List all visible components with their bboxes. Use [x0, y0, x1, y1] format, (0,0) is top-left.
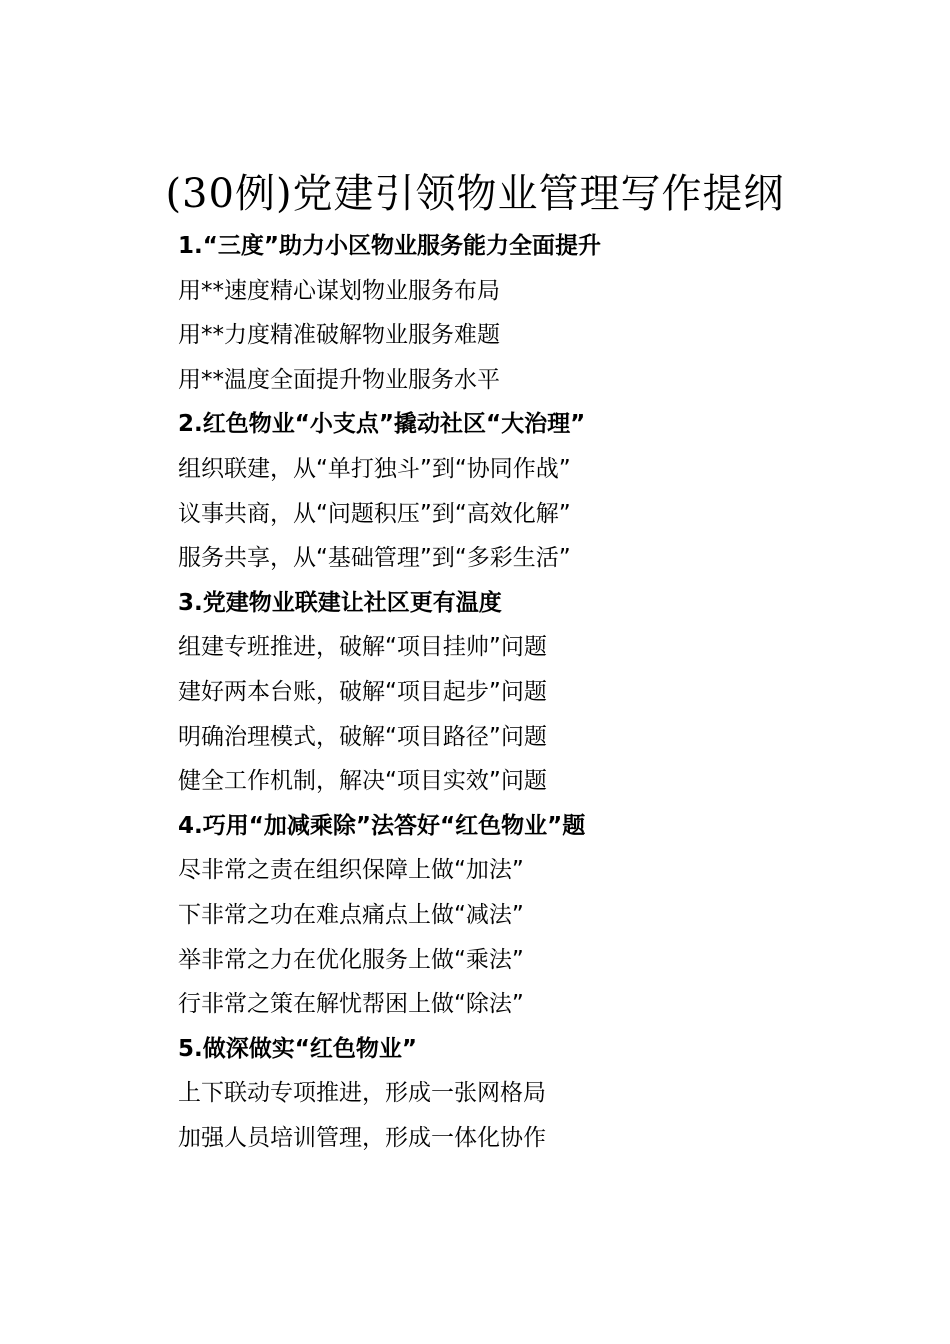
- section-item: 用**温度全面提升物业服务水平: [178, 366, 500, 393]
- section-heading: 3.党建物业联建让社区更有温度: [178, 589, 502, 616]
- section-heading: 5.做深做实“红色物业”: [178, 1035, 417, 1062]
- section-item: 服务共享，从“基础管理”到“多彩生活”: [178, 545, 571, 572]
- section-item: 健全工作机制，解决“项目实效”问题: [178, 768, 547, 795]
- section-item: 举非常之力在优化服务上做“乘法”: [178, 946, 524, 973]
- section-item: 议事共商，从“问题积压”到“高效化解”: [178, 500, 571, 527]
- section-item: 用**速度精心谋划物业服务布局: [178, 277, 500, 304]
- section-item: 建好两本台账，破解“项目起步”问题: [178, 678, 547, 705]
- section-item: 加强人员培训管理，形成一体化协作: [178, 1124, 546, 1151]
- section-heading: 4.巧用“加减乘除”法答好“红色物业”题: [178, 812, 586, 839]
- section-heading: 1.“三度”助力小区物业服务能力全面提升: [178, 233, 601, 259]
- section-item: 尽非常之责在组织保障上做“加法”: [178, 857, 524, 884]
- section-item: 行非常之策在解忧帮困上做“除法”: [178, 991, 524, 1018]
- section-heading: 2.红色物业“小支点”撬动社区“大治理”: [178, 411, 586, 438]
- outline: [178, 224, 878, 1160]
- section-item: 上下联动专项推进，形成一张网格局: [178, 1080, 546, 1107]
- section-item: 组织联建，从“单打独斗”到“协同作战”: [178, 455, 571, 482]
- section-item: 明确治理模式，破解“项目路径”问题: [178, 723, 547, 750]
- section-item: 组建专班推进，破解“项目挂帅”问题: [178, 634, 547, 661]
- section-item: 用**力度精准破解物业服务难题: [178, 322, 500, 349]
- document-title: (30例)党建引领物业管理写作提纲: [165, 171, 785, 217]
- section-item: 下非常之功在难点痛点上做“减法”: [178, 901, 524, 928]
